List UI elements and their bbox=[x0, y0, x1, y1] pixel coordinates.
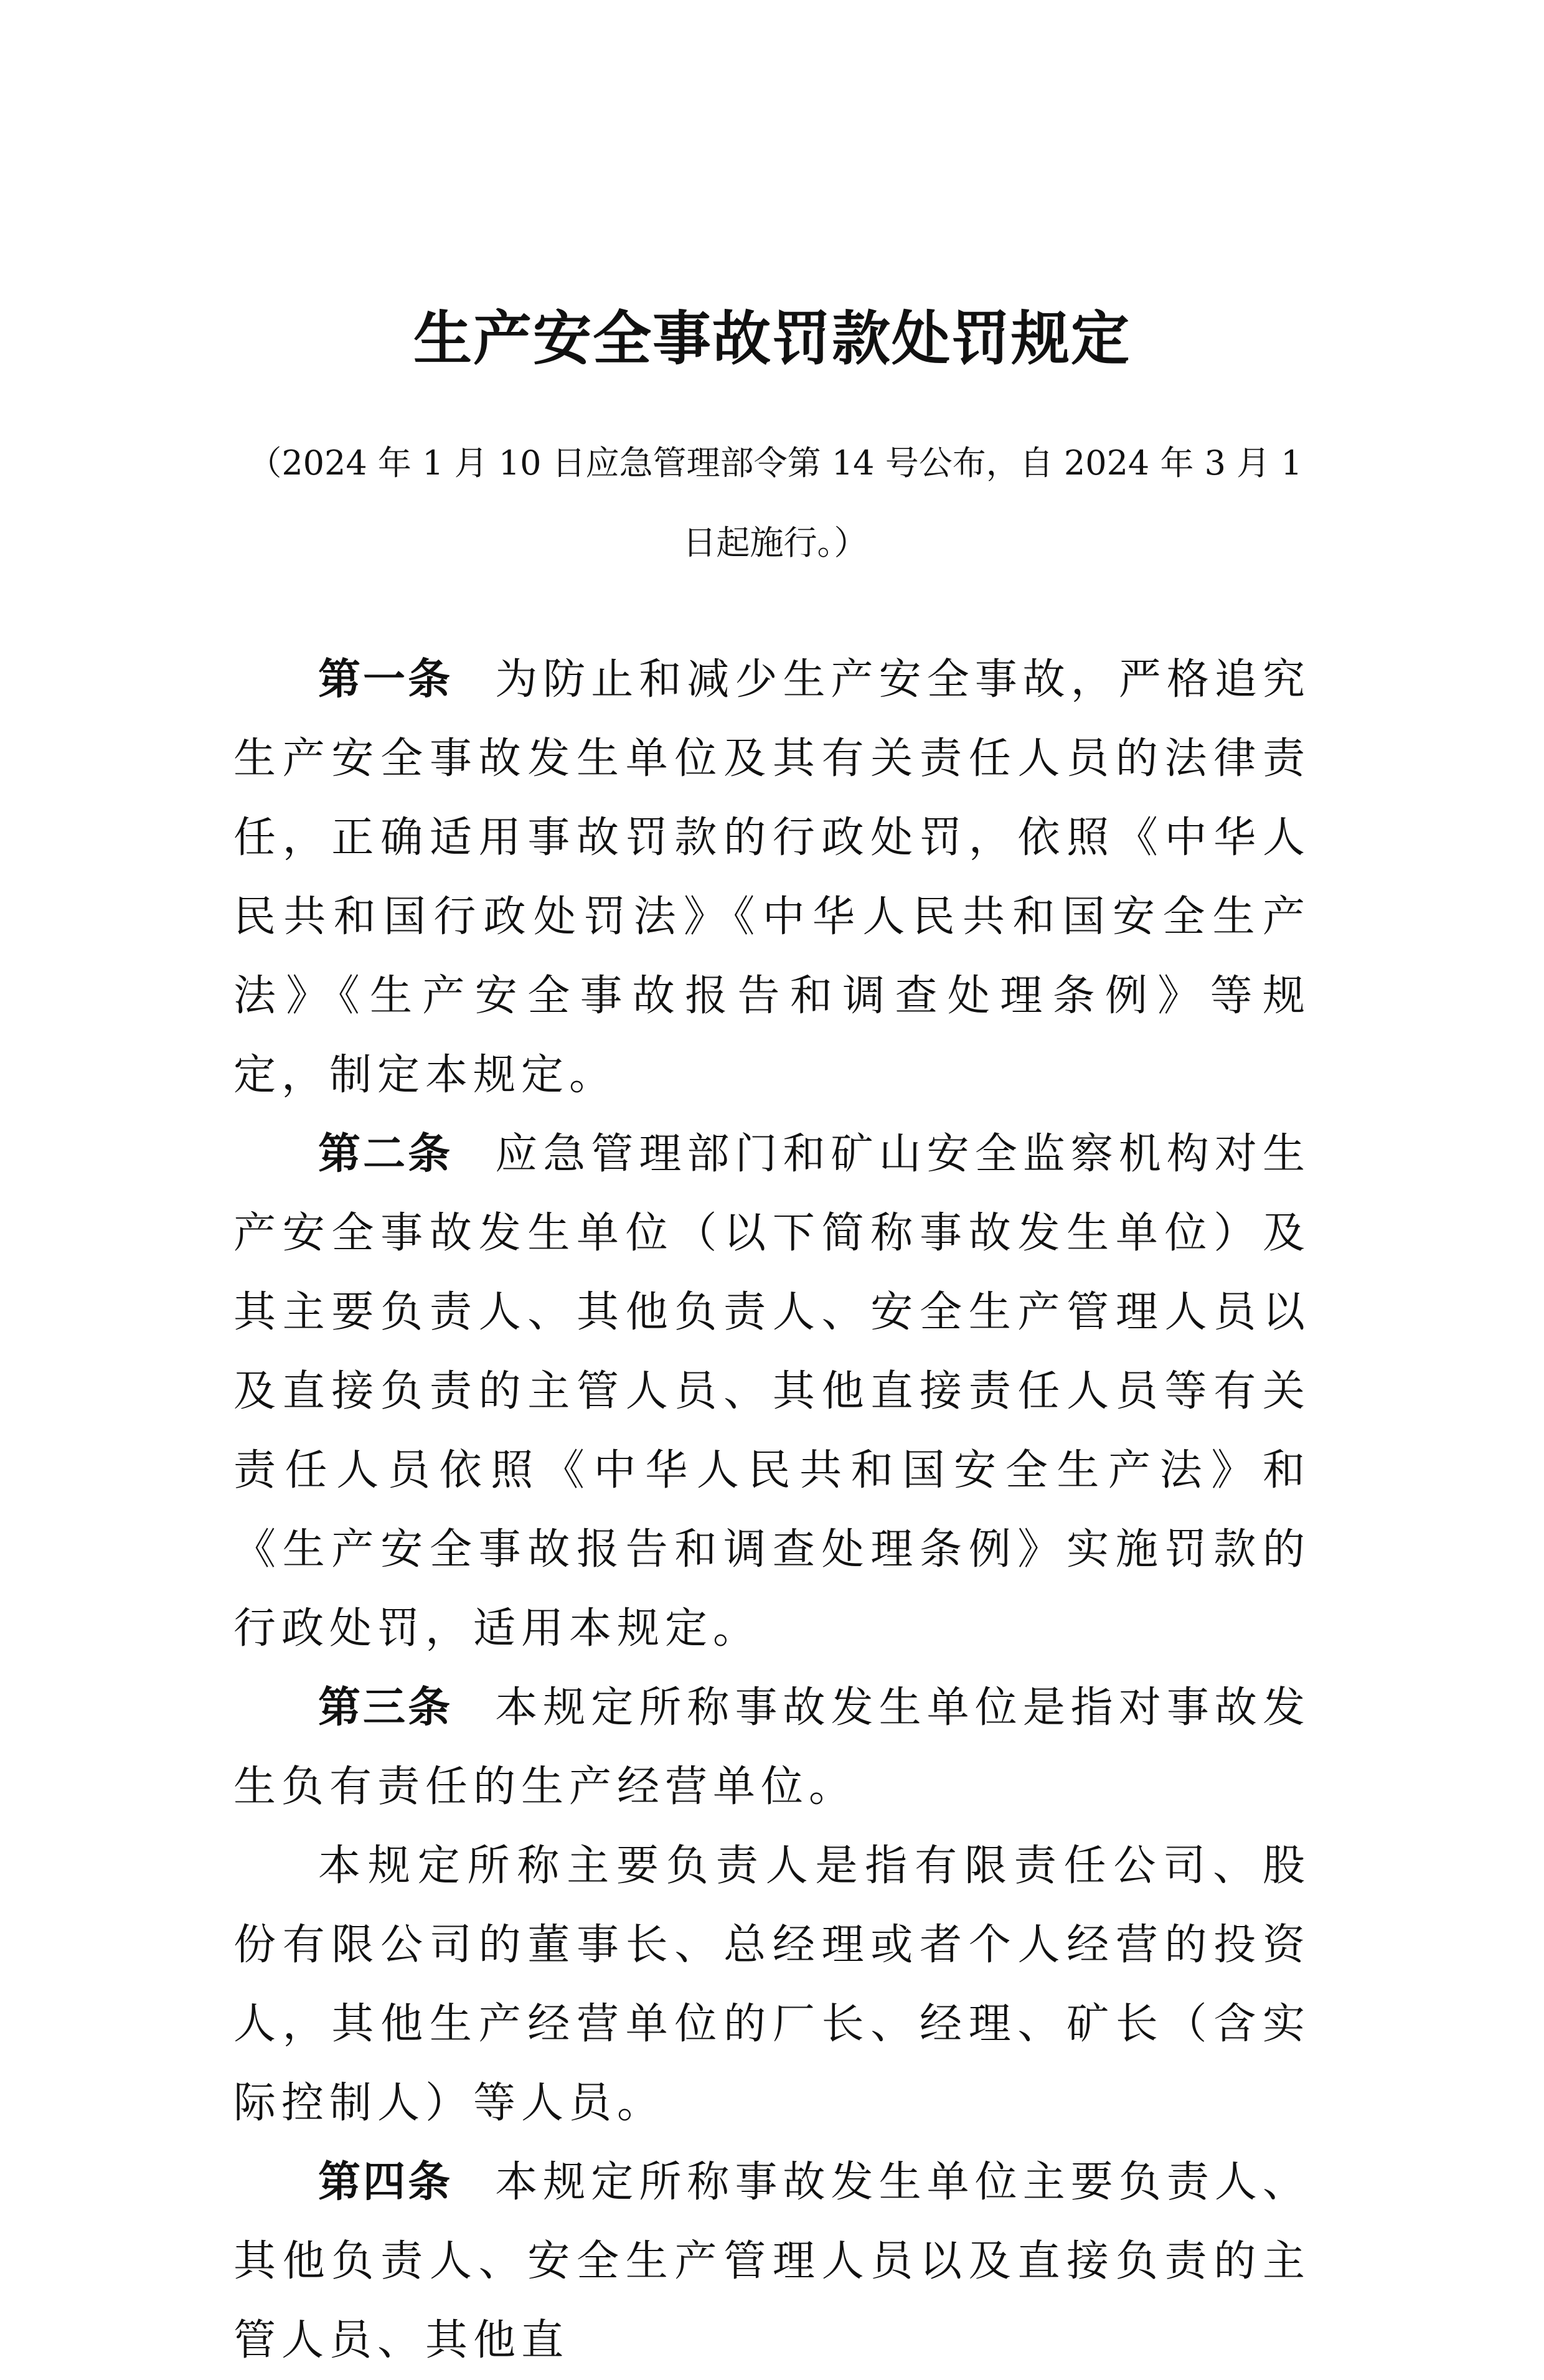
article-number: 第三条 bbox=[318, 1683, 453, 1732]
document-body bbox=[233, 640, 1311, 2380]
article-text: 为防止和减少生产安全事故，严格追究生产安全事故发生单位及其有关责任人员的法律责任，正确适用事故罚款的行政处罚，依照《中华人民共和国行政处罚法》《中华人民共和国安全生产法》《生产安全事故报告和调查处理条例》等规定，制定本规定。 bbox=[233, 655, 1311, 1100]
document-subtitle: （2024 年 1 月 10 日应急管理部令第 14 号公布，自 2024 年 3 月 1 日起施行。） bbox=[248, 443, 1302, 562]
article-text: 应急管理部门和矿山安全监察机构对生产安全事故发生单位（以下简称事故发生单位）及其主要负责人、其他负责人、安全生产管理人员以及直接负责的主管人员、其他直接责任人员等有关责任人员依照《中华人民共和国安全生产法》和《生产安全事故报告和调查处理条例》实施罚款的行政处罚，适用本规定。 bbox=[233, 1130, 1311, 1653]
article-text: 本规定所称事故发生单位是指对事故发生负有责任的生产经营单位。 bbox=[233, 1683, 1311, 1811]
article-paragraph bbox=[233, 2143, 1311, 2380]
article-number: 第四条 bbox=[318, 2158, 453, 2207]
article-paragraph bbox=[233, 1668, 1311, 1826]
article-number: 第二条 bbox=[318, 1130, 453, 1179]
article-paragraph bbox=[233, 640, 1311, 1115]
article-number: 第一条 bbox=[318, 655, 453, 704]
article-paragraph bbox=[233, 1115, 1311, 1668]
article-paragraph bbox=[233, 1826, 1311, 2143]
document-title: 生产安全事故罚款处罚规定 bbox=[413, 305, 1131, 373]
article-text: 本规定所称事故发生单位主要负责人、其他负责人、安全生产管理人员以及直接负责的主管人员、其他直 bbox=[233, 2158, 1311, 2365]
article-text: 本规定所称主要负责人是指有限责任公司、股份有限公司的董事长、总经理或者个人经营的投资人，其他生产经营单位的厂长、经理、矿长（含实际控制人）等人员。 bbox=[233, 1841, 1311, 2128]
